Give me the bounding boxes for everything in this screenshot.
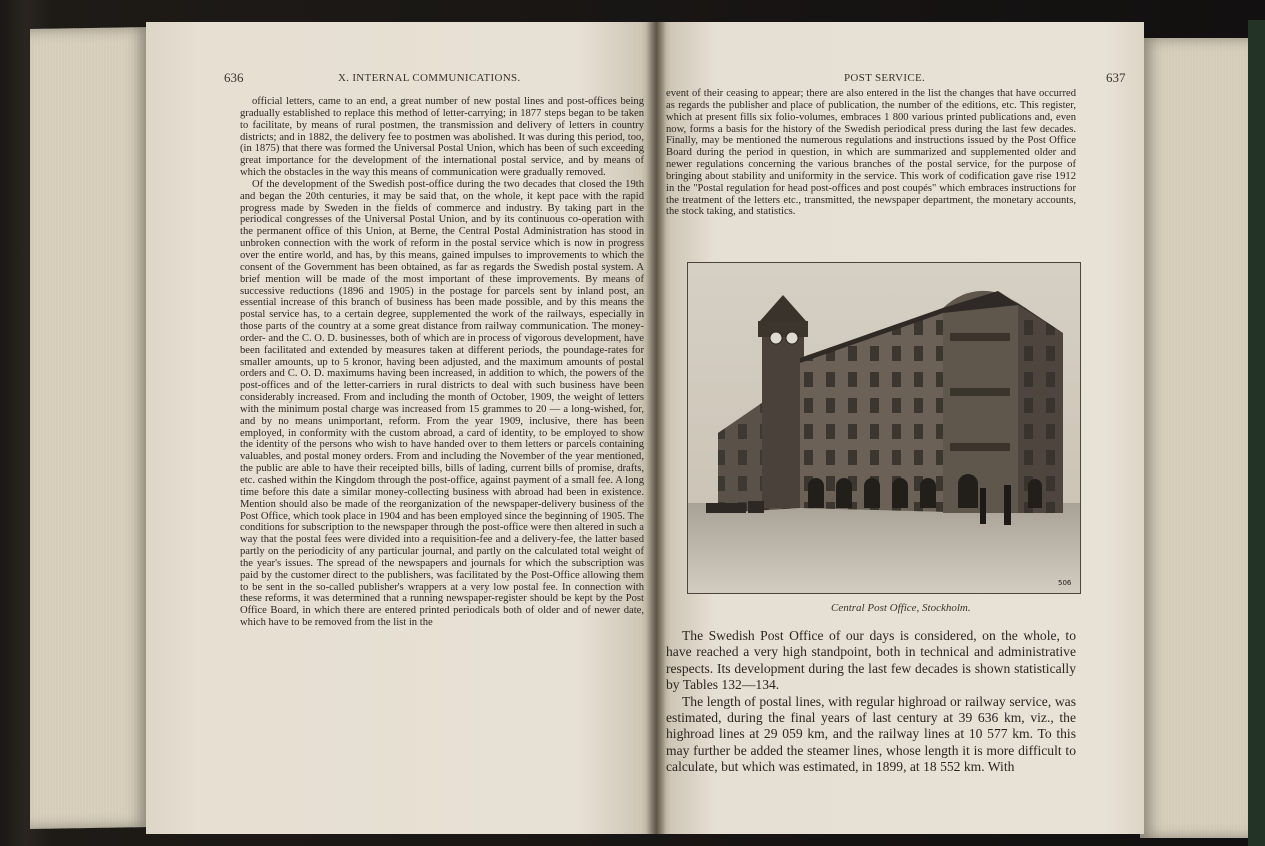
book-cover-edge [1248,20,1265,846]
right-page-edges [1140,38,1250,838]
paragraph: The length of postal lines, with regular highroad or railway service, was estimated, during the final years of last century at 39 636 km, viz., the highroad lines at 29 059 km, and the railway lines at 10 577 km. To this may further be added the steamer lines, whose length it is more difficult to calculate, but which was estimated, in 1899, at 18 552 km. With [666,693,1076,775]
running-head: X. INTERNAL COMMUNICATIONS. [338,72,521,84]
book-gutter [646,22,666,834]
left-page-edges [30,27,150,829]
running-head: POST SERVICE. [844,72,926,84]
photo-plate [687,262,1081,594]
building-photo [688,263,1080,593]
body-text-top [666,88,1076,218]
paragraph: The Swedish Post Office of our days is considered, on the whole, to have reached a very high standpoint, both in technical and administrative respects. Its development during the last few decades is shown statistically by Tables 132—134. [666,628,1076,693]
body-text [240,96,644,629]
figure-number: 506 [1058,579,1072,587]
paragraph: event of their ceasing to appear; there are also entered in the list the changes that have occurred as regards the publisher and place of publication, the number of the editions, etc. This register, which at present fills six folio-volumes, embraces 1 800 various printed publications and, even now, forms a basis for the history of the Swedish periodical press during the last few decades. Finally, may be mentioned the numerous regulations and instructions issued by the Post Office Board during the period in question, in which are summarized and supplemented older and newer regulations concerning the various branches of the postal service, for the purpose of bringing about stability and uniformity in the service. This work of codification gave rise 1912 in the "Postal regulation for head post-offices and post coupés" which embraces instructions for the treatment of the letters etc., transmitted, the newspaper department, the monetary accounts, the stock taking, and statistics. [666,88,1076,218]
right-page [656,22,1144,834]
left-page [146,22,656,834]
paragraph: official letters, came to an end, a great number of new postal lines and post-offices being gradually established to replace this method of letter-carrying; in 1877 steps began to be taken to facilitate, by means of rural postmen, the transmission and delivery of letters in country districts; and in 1882, the delivery fee to postmen was abolished. It was during this period, too, (in 1875) that there was formed the Universal Postal Union, which has been of such exceeding great importance for the development of the international postal service, and by means of which the obstacles in the way this means of communication were gradually removed. [240,96,644,179]
page-number: 637 [1106,70,1126,85]
paragraph: Of the development of the Swedish post-office during the two decades that closed the 19th and began the 20th centuries, it may be said that, on the whole, it kept pace with the rapid progress made by Sweden in the fields of commerce and industry. By taking part in the periodical congresses of the Universal Postal Union, and by its continuous co-operation with the permanent office of this Union, at Berne, the Central Postal Administration has stood in unbroken connection with the work of reform in the postal service which is now in progress over the entire world, and has, by this means, gained impulses to improvements to which the consent of the Government has been obtained, as far as regards the Swedish postal system. A brief mention will be made of the most important of these improvements. By means of successive reductions (1896 and 1905) in the postage for parcels sent by inland post, an essential increase of this branch of business has been made possible, and by this means the postal service has, to a certain degree, supplemented the work of the railways, especially in those parts of the country at a some great distance from railway communication. The money-order- and the C. O. D. businesses, both of which are in process of vigorous development, have been facilitated and extended by measures taken at different periods, the poundage-rates for smaller amounts, up to 5 kronor, having been adjusted, and the maximum amounts of postal orders and C. O. D. maximums having been increased, in addition to which, the powers of the post-offices and of the letter-carriers in rural districts to deal with such business have been considerably increased. From and including the month of October, 1909, the weight of letters with the minimum postal charge was increased from 15 grammes to 20 — a long-wished, for, and by no means unimportant, reform. From the year 1909, inclusive, there has been employed, in conformity with the custom abroad, a card of identity, to be employed to show the identity of the persons who wish to have handed over to them letters or parcels containing valuables, and postal money orders. From and including the November of the year mentioned, the public are able to have their receipted bills, bills of lading, current bills of promise, drafts, etc. cashed within the Kingdom through the post-office, against payment of a small fee. A long time before this date a similar money-collecting business with abroad had been in existence. Mention should also be made of the reorganization of the newspaper-delivery business of the Post Office, which took place in 1904 and has been employed since the beginning of 1905. The conditions for subscription to the newspaper through the post-office were then altered in such a way that the postal fees were divided into a requisition-fee and a delivery-fee, the latter based partly on the periodicity of any particular journal, and partly on the calculated total weight of the year's issues. The spread of the newspapers and journals for which the subscription was paid by the customer direct to the publishers, was facilitated by the Post-Office allowing them to be sent in the so-called publisher's wrappers at a very low postal fee. In connection with these reforms, it was determined that a running newspaper-register should be kept by the Post Office Board, in which there are entered printed periodicals both of older and of newer date, which have to be removed from the list in the [240,178,644,629]
page-number: 636 [224,70,244,85]
body-text-bottom [666,628,1076,776]
figure-caption: Central Post Office, Stockholm. [831,602,971,614]
